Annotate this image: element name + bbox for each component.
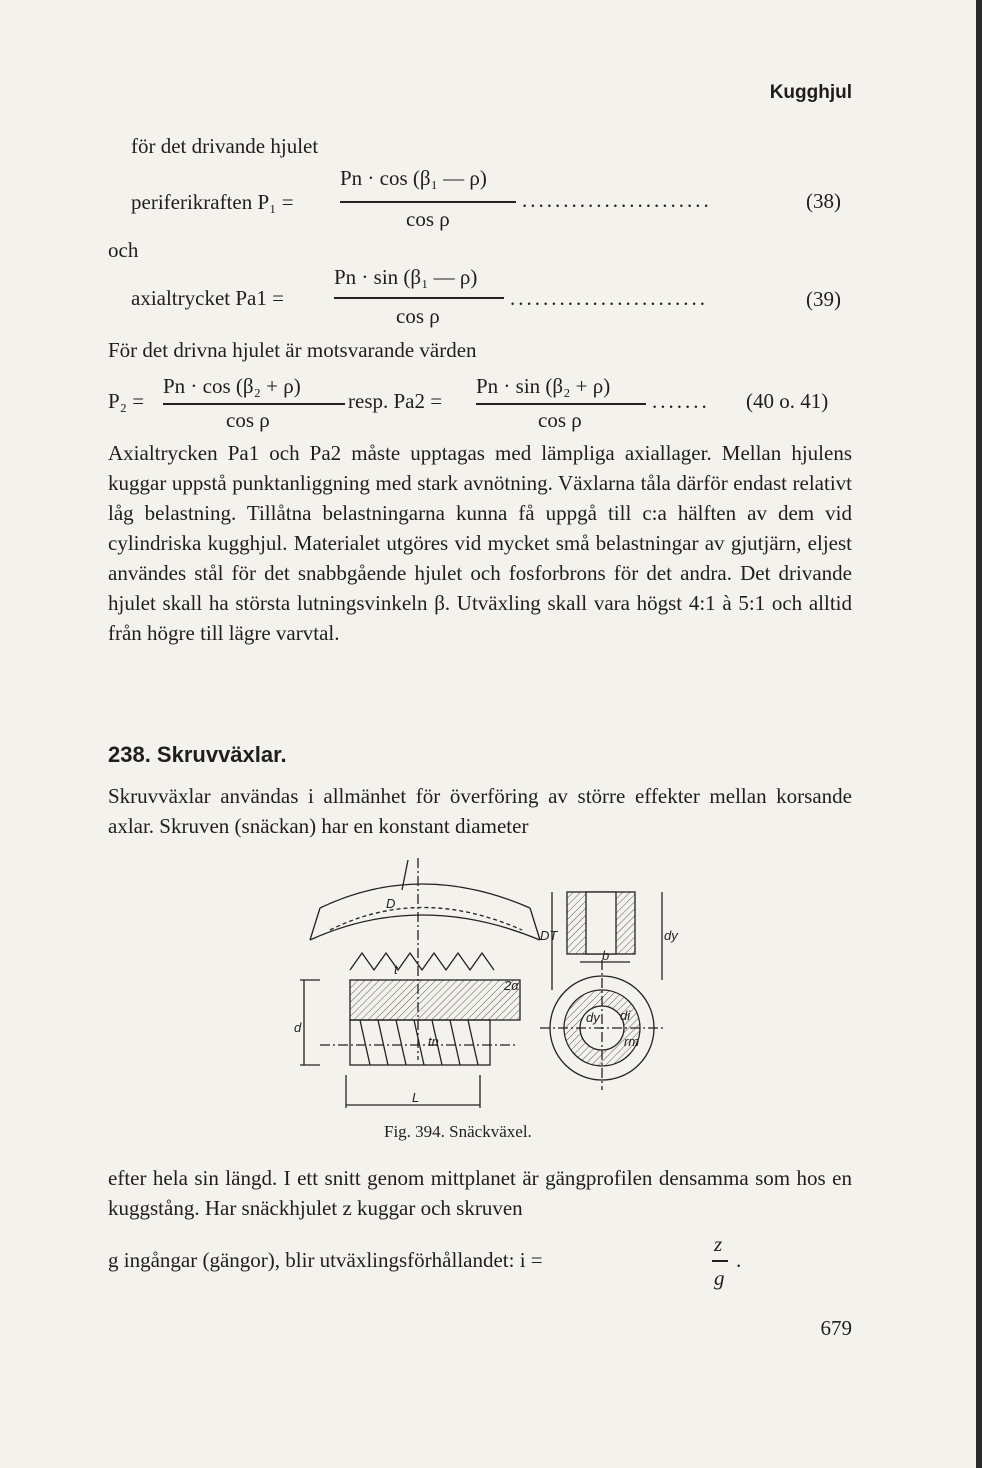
eq40-left-fraction-bar: [163, 403, 345, 405]
label-dy-inner: dy: [586, 1010, 600, 1025]
label-D: D: [386, 896, 396, 911]
eq39-fraction-bar: [334, 297, 504, 299]
eq38-numerator: Pn · cos (β₁ — ρ): [340, 166, 487, 190]
ratio-numerator: z: [714, 1232, 723, 1256]
paragraph-screw-gears: Skruvväxlar användas i allmänhet för överföring av större effekter mellan korsande axlar. Skruven (snäckan) har en konstant diameter: [108, 784, 852, 838]
eq40-left-denominator: cos ρ: [226, 408, 270, 432]
eq40-right-fraction-bar: [476, 403, 646, 405]
worm-wheel-section-view: [540, 892, 664, 1090]
eq38-number: (38): [806, 189, 841, 213]
intro-line: för det drivande hjulet: [131, 134, 319, 158]
eq38-denominator: cos ρ: [406, 207, 450, 231]
och-line: och: [108, 238, 139, 262]
paragraph-thread-profile: efter hela sin längd. I ett snitt genom mittplanet är gängprofilen densamma som hos en kuggstång. Har snäckhjulet z kuggar och skruven: [108, 1166, 852, 1220]
label-tn: tn: [428, 1034, 439, 1049]
running-header: Kugghjul: [769, 82, 852, 103]
label-dy-right: dy: [664, 928, 678, 943]
ratio-denominator: g: [714, 1266, 725, 1290]
page-edge: [976, 0, 982, 1468]
label-d: d: [294, 1020, 302, 1035]
page-number: 679: [820, 1316, 852, 1340]
eq40-number: (40 o. 41): [746, 389, 829, 413]
paragraph-axial: Axialtrycken Pa1 och Pa2 måste upptagas med lämpliga axiallager. Mellan hjulens kuggar uppstå punktanliggning med stark avnötning. Växlarna tåla därför endast relativt låg belastning. Tillåtna belastningarna kunna få uppgå till c:a hälften av dem vid cylindriska kugghjul. Materialet utgöres vid mycket små belastningar av gjutjärn, eljest användes stål för det snabbgående hjulet och fosforbrons för det andra. Det drivande hjulet skall ha största lutningsvinkeln β. Utväxling skall vara högst 4:1 à 5:1 och alltid från högre till lägre varvtal.: [108, 441, 852, 645]
eq40-resp: resp. Pa2 =: [348, 389, 443, 413]
ratio-fraction-bar: [712, 1260, 728, 1262]
eq40-left-label: P₂ =: [108, 389, 145, 413]
eq39-numerator: Pn · sin (β₁ — ρ): [334, 265, 478, 289]
eq39-number: (39): [806, 287, 841, 311]
eq40-right-denominator: cos ρ: [538, 408, 582, 432]
eq38-label: periferikraften P₁ =: [131, 190, 294, 214]
label-b: b: [602, 948, 610, 963]
eq39-leader: ........................: [510, 286, 708, 310]
label-di: di: [620, 1008, 631, 1023]
eq38-leader: .......................: [522, 188, 712, 212]
eq39-label: axialtrycket Pa1 =: [131, 286, 284, 310]
label-rm: rm: [624, 1034, 640, 1049]
eq40-leader: .......: [652, 389, 710, 413]
label-2alpha: 2α: [504, 978, 519, 993]
eq40-right-numerator: Pn · sin (β₂ + ρ): [476, 374, 611, 398]
section-title: 238. Skruvväxlar.: [108, 742, 287, 767]
eq40-left-numerator: Pn · cos (β₂ + ρ): [163, 374, 301, 398]
label-L: L: [412, 1090, 420, 1105]
ratio-end: .: [736, 1248, 742, 1272]
eq38-fraction-bar: [340, 201, 516, 203]
label-t: t: [394, 962, 398, 977]
driven-intro: För det drivna hjulet är motsvarande värden: [108, 338, 477, 362]
worm-gear-figure: [290, 850, 710, 1110]
label-DT: DT: [540, 928, 558, 943]
figure-caption: Fig. 394. Snäckväxel.: [384, 1122, 532, 1141]
eq39-denominator: cos ρ: [396, 304, 440, 328]
ratio-text: g ingångar (gängor), blir utväxlingsförhållandet: i =: [108, 1248, 543, 1272]
